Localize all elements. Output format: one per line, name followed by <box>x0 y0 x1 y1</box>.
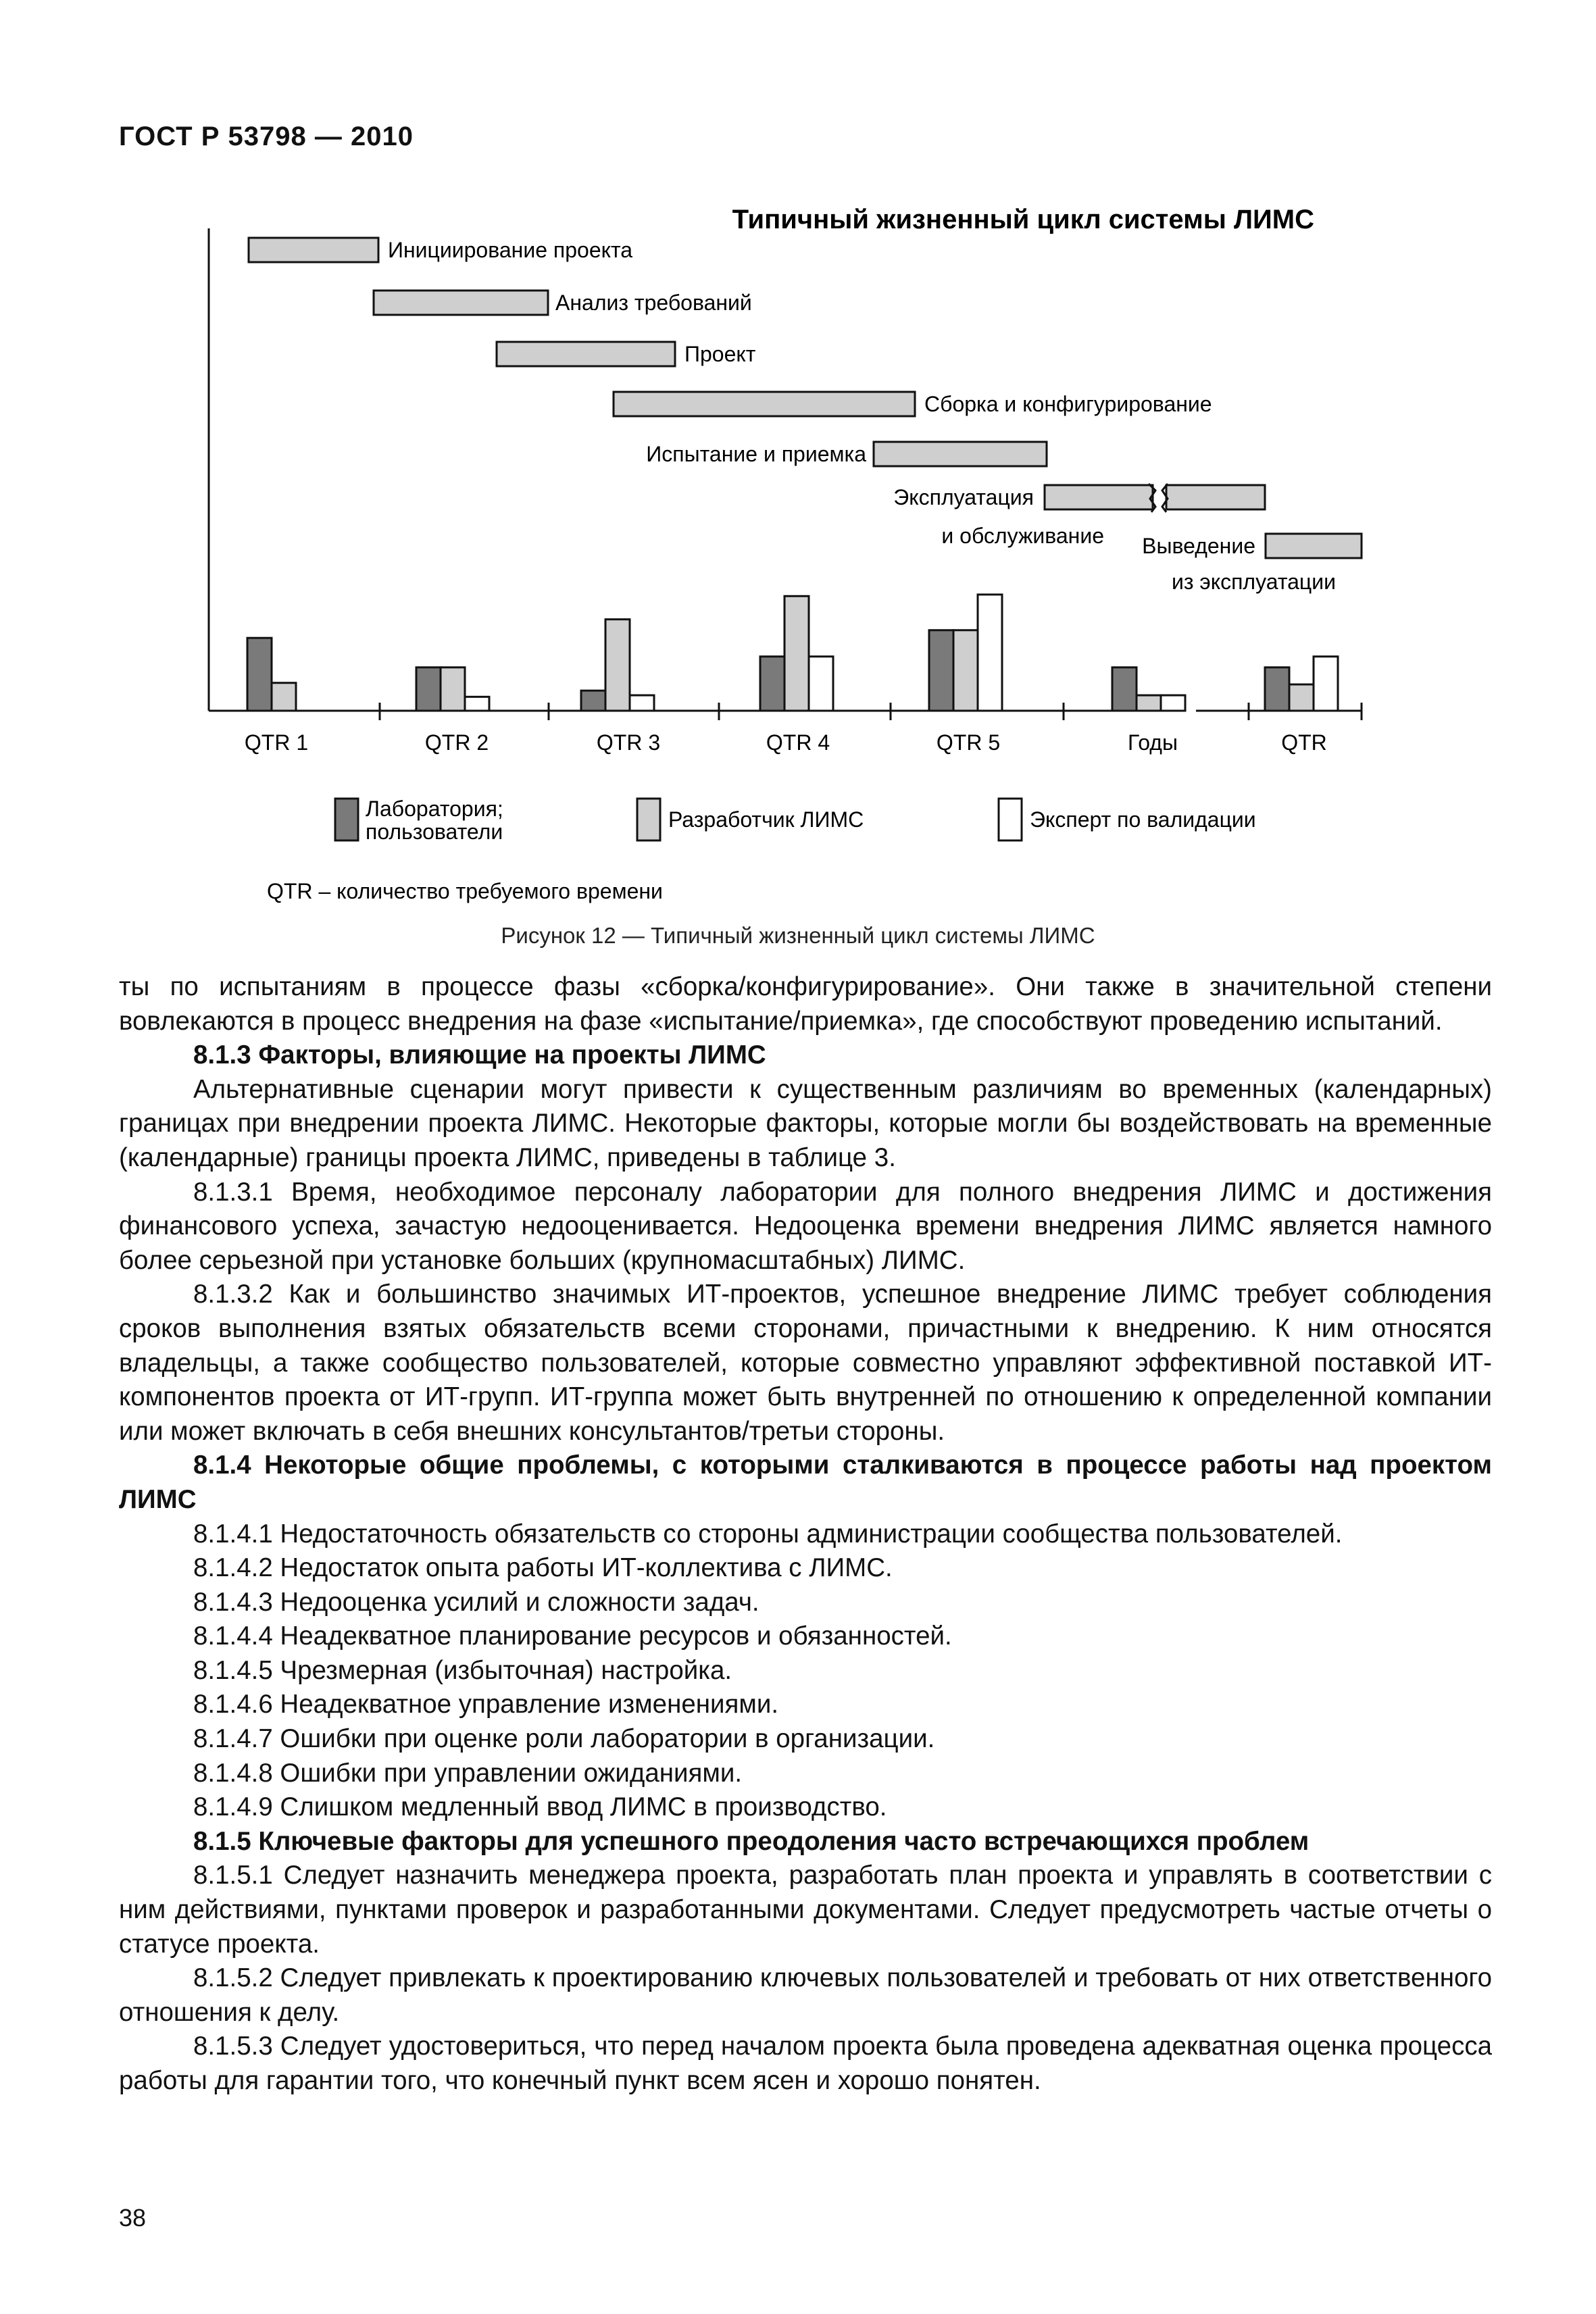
phase-bar-operation-part1 <box>1045 485 1153 509</box>
bar-lims-developer-4 <box>784 596 809 711</box>
bar-lims-developer-5 <box>953 630 978 711</box>
paragraph: 8.1.3.1 Время, необходимое персоналу лаборатории для полного внедрения ЛИМС и достижения финансового успеха, зачастую недооценивается. Недооценка времени внедрения ЛИМС является намного более серьезной при установке больших (крупномасштабных) ЛИМС. <box>119 1177 1492 1275</box>
phase-bar-build <box>614 392 915 416</box>
phase-bar-operation-part2 <box>1166 485 1265 509</box>
bar-lims-developer-3 <box>605 620 630 711</box>
phase-label-operation-line2: и обслуживание <box>941 524 1104 548</box>
tick-label-qtr5: QTR 5 <box>936 730 1001 755</box>
bar-validation-expert-3 <box>630 695 654 711</box>
section-heading: 8.1.4 Некоторые общие проблемы, с которыми сталкиваются в процессе работы над проектом ЛИМС <box>119 1451 1492 1514</box>
paragraph: Альтернативные сценарии могут привести к существенным различиям во временных (календарных) границах при внедрении проекта ЛИМС. Некоторые факторы, которые могли бы воздействовать на временные (календарные) границы проекта ЛИМС, приведены в таблице 3. <box>119 1074 1492 1172</box>
bar-lab-users-1 <box>247 638 272 711</box>
phase-bar-design <box>497 342 675 366</box>
section-heading: 8.1.3 Факторы, влияющие на проекты ЛИМС <box>193 1040 766 1070</box>
paragraph: ты по испытаниям в процессе фазы «сборка/конфигурирование». Они также в значительной степени вовлекаются в процесс внедрения на фазе «испытание/приемка», где способствуют проведению испытаний. <box>119 972 1492 1036</box>
phase-label-operation-line1: Эксплуатация <box>893 485 1034 509</box>
bar-validation-expert-6 <box>1161 695 1185 711</box>
chart-footnote: QTR – количество требуемого времени <box>267 879 663 903</box>
bar-lab-users-5 <box>929 630 953 711</box>
phase-bar-requirements <box>374 291 548 315</box>
tick-label-qtr2: QTR 2 <box>424 730 489 755</box>
phase-bar-testing <box>874 442 1047 466</box>
paragraph: 8.1.3.2 Как и большинство значимых ИТ-проектов, успешное внедрение ЛИМС требует соблюдения сроков выполнения взятых обязательств всеми сторонами, причастными к внедрению. К ним относятся владельцы, а также сообщество пользователей, которые совместно управляют эффективной поставкой ИТ-компонентов проекта от ИТ-групп. ИТ-группа может быть внутренней по отношению к определенной компании или может включать в себя внешних консультантов/третьи стороны. <box>119 1280 1492 1446</box>
category-labels <box>245 730 1327 755</box>
paragraph: 8.1.4.4 Неадекватное планирование ресурсов и обязанностей. <box>193 1621 952 1651</box>
paragraph: 8.1.4.2 Недостаток опыта работы ИТ-коллектива с ЛИМС. <box>193 1553 893 1583</box>
phase-label-testing: Испытание и приемка <box>646 442 866 466</box>
paragraph: 8.1.4.5 Чрезмерная (избыточная) настройка. <box>193 1655 732 1685</box>
bar-lab-users-4 <box>760 657 784 711</box>
bar-validation-expert-5 <box>978 595 1002 711</box>
bar-lims-developer-6 <box>1137 695 1161 711</box>
paragraph: 8.1.5.3 Следует удостовериться, что перед началом проекта была проведена адекватная оценка процесса работы для гарантии того, что конечный пункт всем ясен и хорошо понятен. <box>119 2032 1492 2095</box>
phase-label-decommission-line2: из эксплуатации <box>1171 570 1336 594</box>
legend-label-validation-expert: Эксперт по валидации <box>1030 807 1256 832</box>
paragraph: 8.1.4.1 Недостаточность обязательств со стороны администрации сообщества пользователей. <box>193 1519 1343 1549</box>
paragraph: 8.1.4.7 Ошибки при оценке роли лаборатории в организации. <box>193 1724 935 1754</box>
tick-label-qtr: QTR <box>1281 730 1327 755</box>
paragraph: 8.1.4.8 Ошибки при управлении ожиданиями. <box>193 1758 743 1788</box>
paragraph: 8.1.4.3 Недооценка усилий и сложности задач. <box>193 1587 759 1617</box>
legend-label-lab-users-line2: пользователи <box>366 820 503 844</box>
lifecycle-chart <box>0 0 1596 919</box>
section-heading: 8.1.5 Ключевые факторы для успешного преодоления часто встречающихся проблем <box>193 1826 1310 1856</box>
phase-label-initiation: Инициирование проекта <box>388 238 633 262</box>
paragraph: 8.1.5.2 Следует привлекать к проектированию ключевых пользователей и требовать от них ответственного отношения к делу. <box>119 1963 1492 2027</box>
legend-label-lims-developer: Разработчик ЛИМС <box>668 807 864 832</box>
bars <box>247 595 1338 711</box>
page-number: 38 <box>119 2204 147 2232</box>
bar-lab-users-7 <box>1265 668 1289 711</box>
phase-label-design: Проект <box>684 342 756 366</box>
phase-bar-initiation <box>249 238 378 262</box>
body-text <box>119 970 1492 2098</box>
bar-lims-developer-2 <box>441 668 465 711</box>
bar-lims-developer-1 <box>272 683 296 711</box>
paragraph: 8.1.4.9 Слишком медленный ввод ЛИМС в производство. <box>193 1792 887 1822</box>
tick-label-qtr3: QTR 3 <box>596 730 661 755</box>
paragraph: 8.1.5.1 Следует назначить менеджера проекта, разработать план проекта и управлять в соответствии с ним действиями, пунктами проверок и разработанными документами. Следует предусмотреть частые отчеты о статусе проекта. <box>119 1861 1492 1959</box>
phase-label-requirements: Анализ требований <box>555 291 752 315</box>
bar-validation-expert-4 <box>809 657 833 711</box>
chart-title: Типичный жизненный цикл системы ЛИМС <box>732 205 1314 234</box>
bar-validation-expert-7 <box>1314 657 1338 711</box>
tick-label-qtr1: QTR 1 <box>244 730 309 755</box>
tick-label-years: Годы <box>1128 730 1178 755</box>
bar-lab-users-6 <box>1112 668 1137 711</box>
phase-bar-decommission <box>1266 534 1362 558</box>
legend-swatch-lab-users <box>335 799 358 840</box>
legend-swatch-lims-developer <box>637 799 660 840</box>
figure-caption: Рисунок 12 — Типичный жизненный цикл системы ЛИМС <box>501 923 1095 948</box>
bar-lab-users-3 <box>581 690 605 711</box>
legend-swatch-validation-expert <box>999 799 1022 840</box>
legend-label-lab-users-line1: Лаборатория; <box>366 797 503 821</box>
phase-bars <box>249 238 1362 594</box>
bar-validation-expert-2 <box>465 697 489 711</box>
tick-label-qtr4: QTR 4 <box>766 730 830 755</box>
bar-lims-developer-7 <box>1289 684 1314 711</box>
phase-label-decommission-line1: Выведение <box>1142 534 1255 558</box>
paragraph: 8.1.4.6 Неадекватное управление изменениями. <box>193 1690 779 1719</box>
bar-lab-users-2 <box>416 668 441 711</box>
document-header: ГОСТ Р 53798 — 2010 <box>119 122 414 151</box>
legend <box>335 797 1256 844</box>
phase-label-build: Сборка и конфигурирование <box>924 392 1212 416</box>
